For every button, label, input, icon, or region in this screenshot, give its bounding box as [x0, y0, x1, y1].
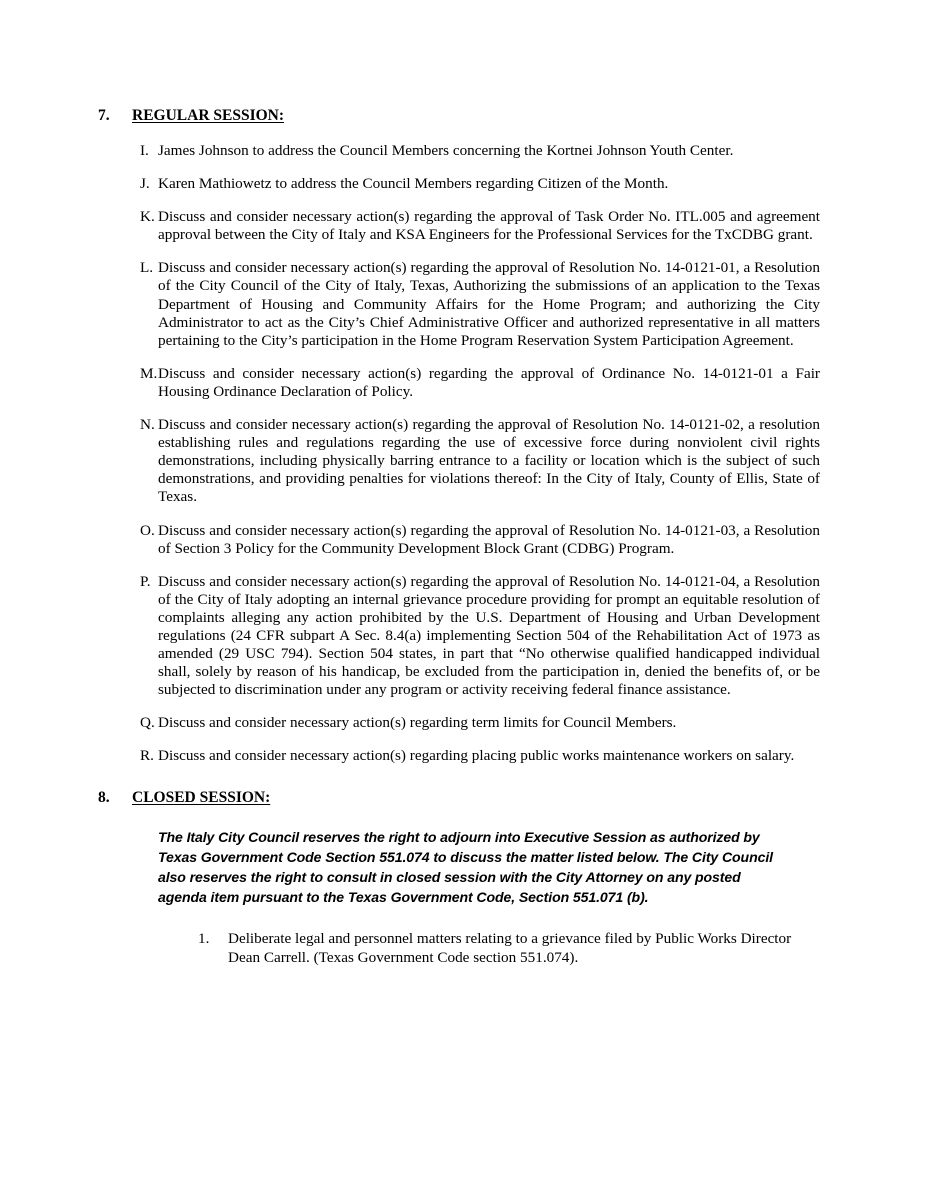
item-text: Deliberate legal and personnel matters relating to a grievance filed by Public Works Director Dean Carrell. (Texas Government Code section 551.074).: [228, 930, 792, 967]
section-number: 8.: [98, 788, 110, 806]
item-marker: R.: [140, 747, 154, 765]
item-marker: O.: [140, 521, 155, 539]
item-marker: J.: [140, 175, 150, 193]
item-text: Discuss and consider necessary action(s) regarding the approval of Ordinance No. 14-0121-01 a Fair Housing Ordinance Declaration of Policy.: [158, 364, 820, 400]
item-marker: K.: [140, 208, 155, 226]
list-item: [98, 365, 820, 401]
section-number: 7.: [98, 107, 110, 124]
item-text: Discuss and consider necessary action(s) regarding term limits for Council Members.: [158, 714, 677, 732]
section-heading: [98, 789, 820, 807]
item-marker: 1.: [198, 930, 210, 948]
item-text: Discuss and consider necessary action(s) regarding the approval of Task Order No. ITL.005 and agreement approval between the City of Italy and KSA Engineers for the Professional Services for the TxCDBG grant.: [158, 208, 820, 244]
list-item: [98, 522, 820, 558]
item-text: Discuss and consider necessary action(s) regarding the approval of Resolution No. 14-0121-01, a Resolution of the City Council of the City of Italy, Texas, Authorizing the submissions of an application to the Texas Department of Housing and Community Affairs for the Home Program; and authorizing the City Administrator to act as the City’s Chief Administrative Officer and authorized representative in all matters pertaining to the City’s participation in the Home Program Reservation System Participation Agreement.: [158, 259, 820, 349]
section-closed-session: [98, 789, 820, 968]
item-text: Karen Mathiowetz to address the Council Members regarding Citizen of the Month.: [158, 175, 669, 193]
closed-session-item-list: [98, 929, 820, 967]
list-item: [98, 416, 820, 506]
regular-session-item-list: [98, 142, 820, 766]
list-item: [98, 929, 820, 967]
list-item: [98, 747, 820, 765]
section-heading: [98, 107, 820, 125]
item-marker: N.: [140, 416, 155, 434]
section-title: REGULAR SESSION:: [132, 107, 285, 124]
list-item: [98, 142, 820, 160]
list-item: [98, 175, 820, 193]
item-marker: I.: [140, 142, 149, 159]
list-item: [98, 259, 820, 349]
item-text: James Johnson to address the Council Members concerning the Kortnei Johnson Youth Center.: [158, 142, 734, 159]
closed-session-notice: The Italy City Council reserves the right to adjourn into Executive Session as authorized by Texas Government Code Section 551.074 to discuss the matter listed below. The City Council also reserves the right to consult in closed session with the City Attorney on any posted agenda item pursuant to the Texas Government Code, Section 551.071 (b).: [158, 828, 773, 906]
section-spacer: [98, 766, 820, 789]
item-marker: M.: [140, 364, 158, 382]
item-text: Discuss and consider necessary action(s) regarding the approval of Resolution No. 14-0121-03, a Resolution of Section 3 Policy for the Community Development Block Grant (CDBG) Program.: [158, 521, 820, 557]
item-text: Discuss and consider necessary action(s) regarding the approval of Resolution No. 14-0121-04, a Resolution of the City of Italy adopting an internal grievance procedure providing for prompt an equitable resolution of complaints alleging any action prohibited by the U.S. Department of Housing and Urban Development regulations (24 CFR subpart A Sec. 8.4(a) implementing Section 504 of the Rehabilitation Act of 1973 as amended (29 USC 794). Section 504 states, in part that “No otherwise qualified handicapped individual shall, solely by reason of his handicap, be excluded from the participation in, denied the benefits of, or be subjected to discrimination under any program or activity receiving federal finance assistance.: [158, 572, 820, 699]
list-item: [98, 208, 820, 244]
item-text: Discuss and consider necessary action(s) regarding placing public works maintenance workers on salary.: [158, 747, 795, 765]
item-text: Discuss and consider necessary action(s) regarding the approval of Resolution No. 14-0121-02, a resolution establishing rules and regulations regarding the use of excessive force during nonviolent civil rights demonstrations, including physically barring entrance to a facility or location which is the subject of such demonstrations, and providing penalties for violations thereof: In the City of Italy, County of Ellis, State of Texas.: [158, 416, 820, 506]
section-regular-session: [98, 107, 820, 766]
item-marker: P.: [140, 572, 151, 590]
item-marker: L.: [140, 259, 154, 277]
item-marker: Q.: [140, 714, 155, 732]
list-item: [98, 573, 820, 700]
list-item: [98, 714, 820, 732]
section-title: CLOSED SESSION:: [132, 788, 271, 806]
